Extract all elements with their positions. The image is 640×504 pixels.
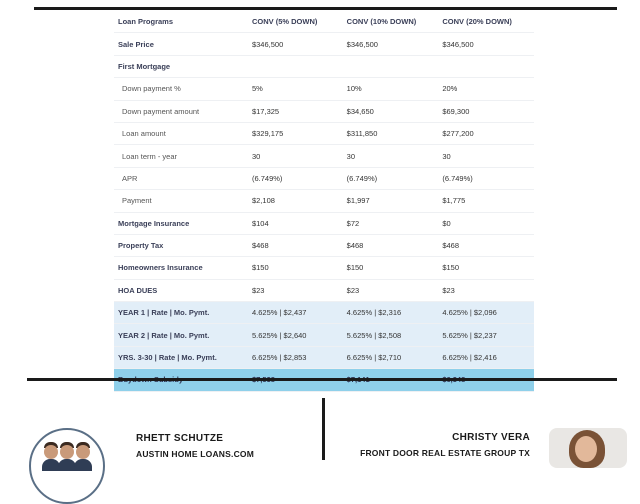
row-value: $23	[438, 279, 534, 301]
header-cell: CONV (5% DOWN)	[248, 11, 343, 33]
header-cell: Loan Programs	[114, 11, 248, 33]
row-value: 5.625% | $2,640	[248, 324, 343, 346]
table-row	[114, 78, 534, 100]
row-value: 6.625% | $2,710	[343, 346, 439, 368]
row-value: 4.625% | $2,096	[438, 302, 534, 324]
agent-photo	[549, 428, 627, 468]
row-label: APR	[114, 167, 248, 189]
row-label: Loan term - year	[114, 145, 248, 167]
row-value: $468	[343, 234, 439, 256]
row-label: Property Tax	[114, 234, 248, 256]
table-row	[114, 346, 534, 368]
row-value: 20%	[438, 78, 534, 100]
table-row	[114, 167, 534, 189]
left-contact-name: RHETT SCHUTZE	[136, 433, 224, 444]
person-head	[60, 445, 74, 459]
loan-comparison-table	[114, 11, 534, 392]
row-value: $23	[248, 279, 343, 301]
table-row	[114, 324, 534, 346]
row-label: Down payment amount	[114, 100, 248, 122]
row-value: (6.749%)	[438, 167, 534, 189]
row-value: $104	[248, 212, 343, 234]
person-head	[76, 445, 90, 459]
row-label: HOA DUES	[114, 279, 248, 301]
row-value: (6.749%)	[343, 167, 439, 189]
row-value: $72	[343, 212, 439, 234]
row-value: $150	[248, 257, 343, 279]
row-value: $150	[438, 257, 534, 279]
top-divider	[34, 7, 617, 10]
row-label: YRS. 3-30 | Rate | Mo. Pymt.	[114, 346, 248, 368]
row-value: 30	[343, 145, 439, 167]
row-value: 30	[248, 145, 343, 167]
row-value: 4.625% | $2,316	[343, 302, 439, 324]
table-row	[114, 55, 534, 77]
person-head	[44, 445, 58, 459]
row-value: 5.625% | $2,237	[438, 324, 534, 346]
row-label: YEAR 2 | Rate | Mo. Pymt.	[114, 324, 248, 346]
bottom-divider	[27, 378, 617, 381]
row-label: Mortgage Insurance	[114, 212, 248, 234]
table-row	[114, 190, 534, 212]
row-value: $468	[248, 234, 343, 256]
row-value: $69,300	[438, 100, 534, 122]
row-value: $1,775	[438, 190, 534, 212]
table-row	[114, 33, 534, 55]
table-row	[114, 257, 534, 279]
row-value: $311,850	[343, 122, 439, 144]
row-value: $17,325	[248, 100, 343, 122]
row-value: $329,175	[248, 122, 343, 144]
row-value: $1,997	[343, 190, 439, 212]
row-value: 6.625% | $2,416	[438, 346, 534, 368]
row-value: $346,500	[343, 33, 439, 55]
row-value: 4.625% | $2,437	[248, 302, 343, 324]
agent-face	[575, 436, 597, 462]
row-label: First Mortgage	[114, 55, 248, 77]
table-row	[114, 145, 534, 167]
table-row	[114, 234, 534, 256]
row-label: YEAR 1 | Rate | Mo. Pymt.	[114, 302, 248, 324]
row-value: 30	[438, 145, 534, 167]
row-value: $346,500	[248, 33, 343, 55]
left-contact-company: AUSTIN HOME LOANS.COM	[136, 449, 255, 459]
header-cell: CONV (10% DOWN)	[343, 11, 439, 33]
row-value: $0	[438, 212, 534, 234]
person-body	[74, 459, 92, 471]
row-value	[248, 55, 343, 77]
table-header-row	[114, 11, 534, 33]
row-value: (6.749%)	[248, 167, 343, 189]
row-value: 10%	[343, 78, 439, 100]
row-value	[438, 55, 534, 77]
team-photo-logo	[29, 428, 105, 504]
row-value: 5.625% | $2,508	[343, 324, 439, 346]
footer-divider	[322, 398, 325, 460]
row-value: 6.625% | $2,853	[248, 346, 343, 368]
row-value: $23	[343, 279, 439, 301]
row-value: $34,650	[343, 100, 439, 122]
row-value: $277,200	[438, 122, 534, 144]
right-contact-company: FRONT DOOR REAL ESTATE GROUP TX	[360, 448, 530, 458]
table-row	[114, 122, 534, 144]
row-value: $346,500	[438, 33, 534, 55]
table-row	[114, 212, 534, 234]
row-label: Loan amount	[114, 122, 248, 144]
row-value	[343, 55, 439, 77]
table-row	[114, 100, 534, 122]
row-label: Sale Price	[114, 33, 248, 55]
right-contact-name: CHRISTY VERA	[452, 432, 530, 443]
row-value: $150	[343, 257, 439, 279]
table-row	[114, 279, 534, 301]
row-label: Down payment %	[114, 78, 248, 100]
row-label: Payment	[114, 190, 248, 212]
row-value: $2,108	[248, 190, 343, 212]
row-label: Homeowners Insurance	[114, 257, 248, 279]
row-value: $468	[438, 234, 534, 256]
row-value: 5%	[248, 78, 343, 100]
table-row	[114, 302, 534, 324]
header-cell: CONV (20% DOWN)	[438, 11, 534, 33]
